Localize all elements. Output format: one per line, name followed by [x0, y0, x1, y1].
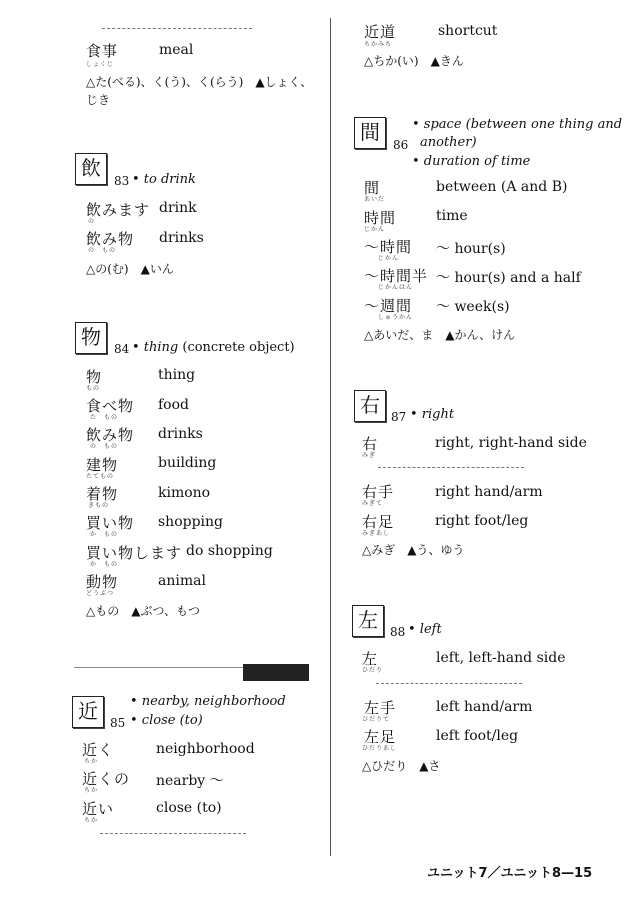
reading-87: △みぎ ▲う、ゆう	[362, 543, 465, 557]
kanji-box-88: 左	[352, 605, 384, 637]
word-meal: 食事	[86, 42, 119, 60]
meaning: nearby ～	[156, 773, 224, 789]
meaning-shortcut: shortcut	[438, 23, 498, 39]
ruby: あいだ	[364, 196, 386, 203]
meaning: shopping	[158, 514, 224, 530]
entry-number-87: 87	[391, 410, 407, 424]
sense-85-1: • nearby, neighborhood	[130, 694, 286, 709]
meaning: ～ hour(s) and a half	[436, 270, 581, 286]
word: 食べ物	[86, 397, 135, 415]
ruby: ちか	[84, 758, 99, 765]
word-shortcut: 近道	[364, 23, 397, 41]
ruby: じかん	[364, 226, 386, 233]
ruby: じかんはん	[378, 284, 414, 291]
meaning: thing	[158, 367, 196, 383]
entry-number-83: 83	[114, 174, 130, 188]
word: 右手	[362, 483, 395, 501]
sense-86-2: • duration of time	[412, 154, 531, 169]
reading-meal-1: △た(べる)、く(う)、く(らう) ▲しょく、	[86, 75, 313, 89]
meaning: left foot/leg	[436, 728, 519, 744]
ruby: どうぶつ	[86, 590, 115, 597]
word: ～時間半	[364, 267, 429, 285]
reading-shortcut: △ちか(い) ▲きん	[364, 54, 464, 68]
ruby: たてもの	[86, 473, 115, 480]
section-rule	[74, 667, 244, 668]
word: 左手	[364, 699, 397, 717]
word: 近くの	[82, 770, 131, 788]
ruby: もの	[86, 385, 101, 392]
meaning: left hand/arm	[436, 699, 533, 715]
meaning: kimono	[158, 485, 211, 501]
sense-86-1: • space (between one thing and	[412, 117, 623, 132]
meaning: building	[158, 455, 217, 471]
word: 近く	[82, 741, 115, 759]
word: 右足	[362, 513, 395, 531]
sense-86-1b: another)	[420, 135, 477, 150]
entry-number-88: 88	[390, 625, 406, 639]
ruby: た もの	[90, 414, 119, 421]
divider	[378, 467, 524, 468]
sense-84: • thing (concrete object)	[132, 340, 295, 355]
word: 買い物	[86, 514, 135, 532]
meaning: between (A and B)	[436, 179, 568, 195]
ruby: か もの	[90, 531, 119, 538]
ruby: みぎて	[362, 500, 384, 507]
entry-number-86: 86	[393, 138, 409, 152]
meaning: right, right-hand side	[435, 435, 587, 451]
ruby-meal: しょくじ	[86, 61, 115, 68]
entry-number-84: 84	[114, 342, 130, 356]
word: ～週間	[364, 297, 413, 315]
kanji-box-87: 右	[354, 390, 386, 422]
word: ～時間	[364, 238, 413, 256]
meaning: animal	[158, 573, 206, 589]
word: 近い	[82, 800, 115, 818]
word: 動物	[86, 573, 119, 591]
ruby: ちか	[84, 787, 99, 794]
ruby: みぎ	[362, 452, 377, 459]
column-divider	[330, 18, 331, 856]
reading-86: △あいだ、ま ▲かん、けん	[364, 328, 516, 342]
meaning: right hand/arm	[435, 484, 543, 500]
ruby: の	[88, 218, 96, 225]
word: 建物	[86, 456, 119, 474]
ruby: しゅうかん	[378, 314, 414, 321]
word: 間	[364, 179, 381, 197]
sense-87: • right	[410, 407, 455, 422]
ruby: ひだりあし	[362, 745, 398, 752]
reading-88: △ひだり ▲さ	[362, 759, 441, 773]
kanji-box-86: 間	[354, 117, 386, 149]
divider	[376, 683, 522, 684]
word: 買い物します	[86, 544, 183, 562]
ruby: じかん	[378, 255, 400, 262]
word: 左	[362, 650, 379, 668]
ruby: ちか	[84, 817, 99, 824]
meaning: neighborhood	[156, 741, 255, 757]
ruby: みぎあし	[362, 530, 391, 537]
ruby: ひだり	[362, 667, 384, 674]
meaning: ～ week(s)	[436, 299, 510, 315]
ruby: か もの	[90, 561, 119, 568]
meaning-meal: meal	[159, 42, 194, 58]
meaning: ～ hour(s)	[436, 241, 506, 257]
ruby: きもの	[88, 502, 110, 509]
ruby: の もの	[88, 247, 117, 254]
meaning: time	[436, 208, 468, 224]
reading-84: △もの ▲ぶつ、もつ	[86, 604, 200, 618]
word: 右	[362, 435, 379, 453]
word: 物	[86, 368, 103, 386]
meaning: right foot/leg	[435, 513, 529, 529]
word: 飲み物	[86, 230, 135, 248]
word: 飲み物	[86, 426, 135, 444]
kanji-box-85: 近	[72, 696, 104, 728]
ruby: ひだりて	[362, 716, 391, 723]
reading-83: △の(む) ▲いん	[86, 262, 174, 276]
sense-88: • left	[408, 622, 442, 637]
word: 時間	[364, 209, 397, 227]
meaning: drink	[159, 200, 197, 216]
ruby-shortcut: ちかみち	[364, 41, 393, 48]
kanji-box-83: 飲	[75, 153, 107, 185]
word: 飲みます	[86, 201, 151, 219]
sense-85-2: • close (to)	[130, 713, 203, 728]
divider	[102, 28, 252, 29]
meaning: drinks	[159, 230, 204, 246]
word: 着物	[86, 485, 119, 503]
meaning: left, left-hand side	[436, 650, 566, 666]
kanji-box-84: 物	[75, 322, 107, 354]
reading-meal-2: じき	[86, 93, 111, 107]
meaning: do shopping	[186, 543, 273, 559]
meaning: drinks	[158, 426, 203, 442]
section-bar	[243, 664, 309, 681]
word: 左足	[364, 728, 397, 746]
ruby: の もの	[90, 443, 119, 450]
entry-number-85: 85	[110, 716, 126, 730]
meaning: food	[158, 397, 190, 413]
meaning: close (to)	[156, 800, 222, 816]
page-footer: ユニット7／ユニット8—15	[427, 866, 593, 881]
divider	[100, 833, 246, 834]
sense-83: • to drink	[132, 172, 196, 187]
